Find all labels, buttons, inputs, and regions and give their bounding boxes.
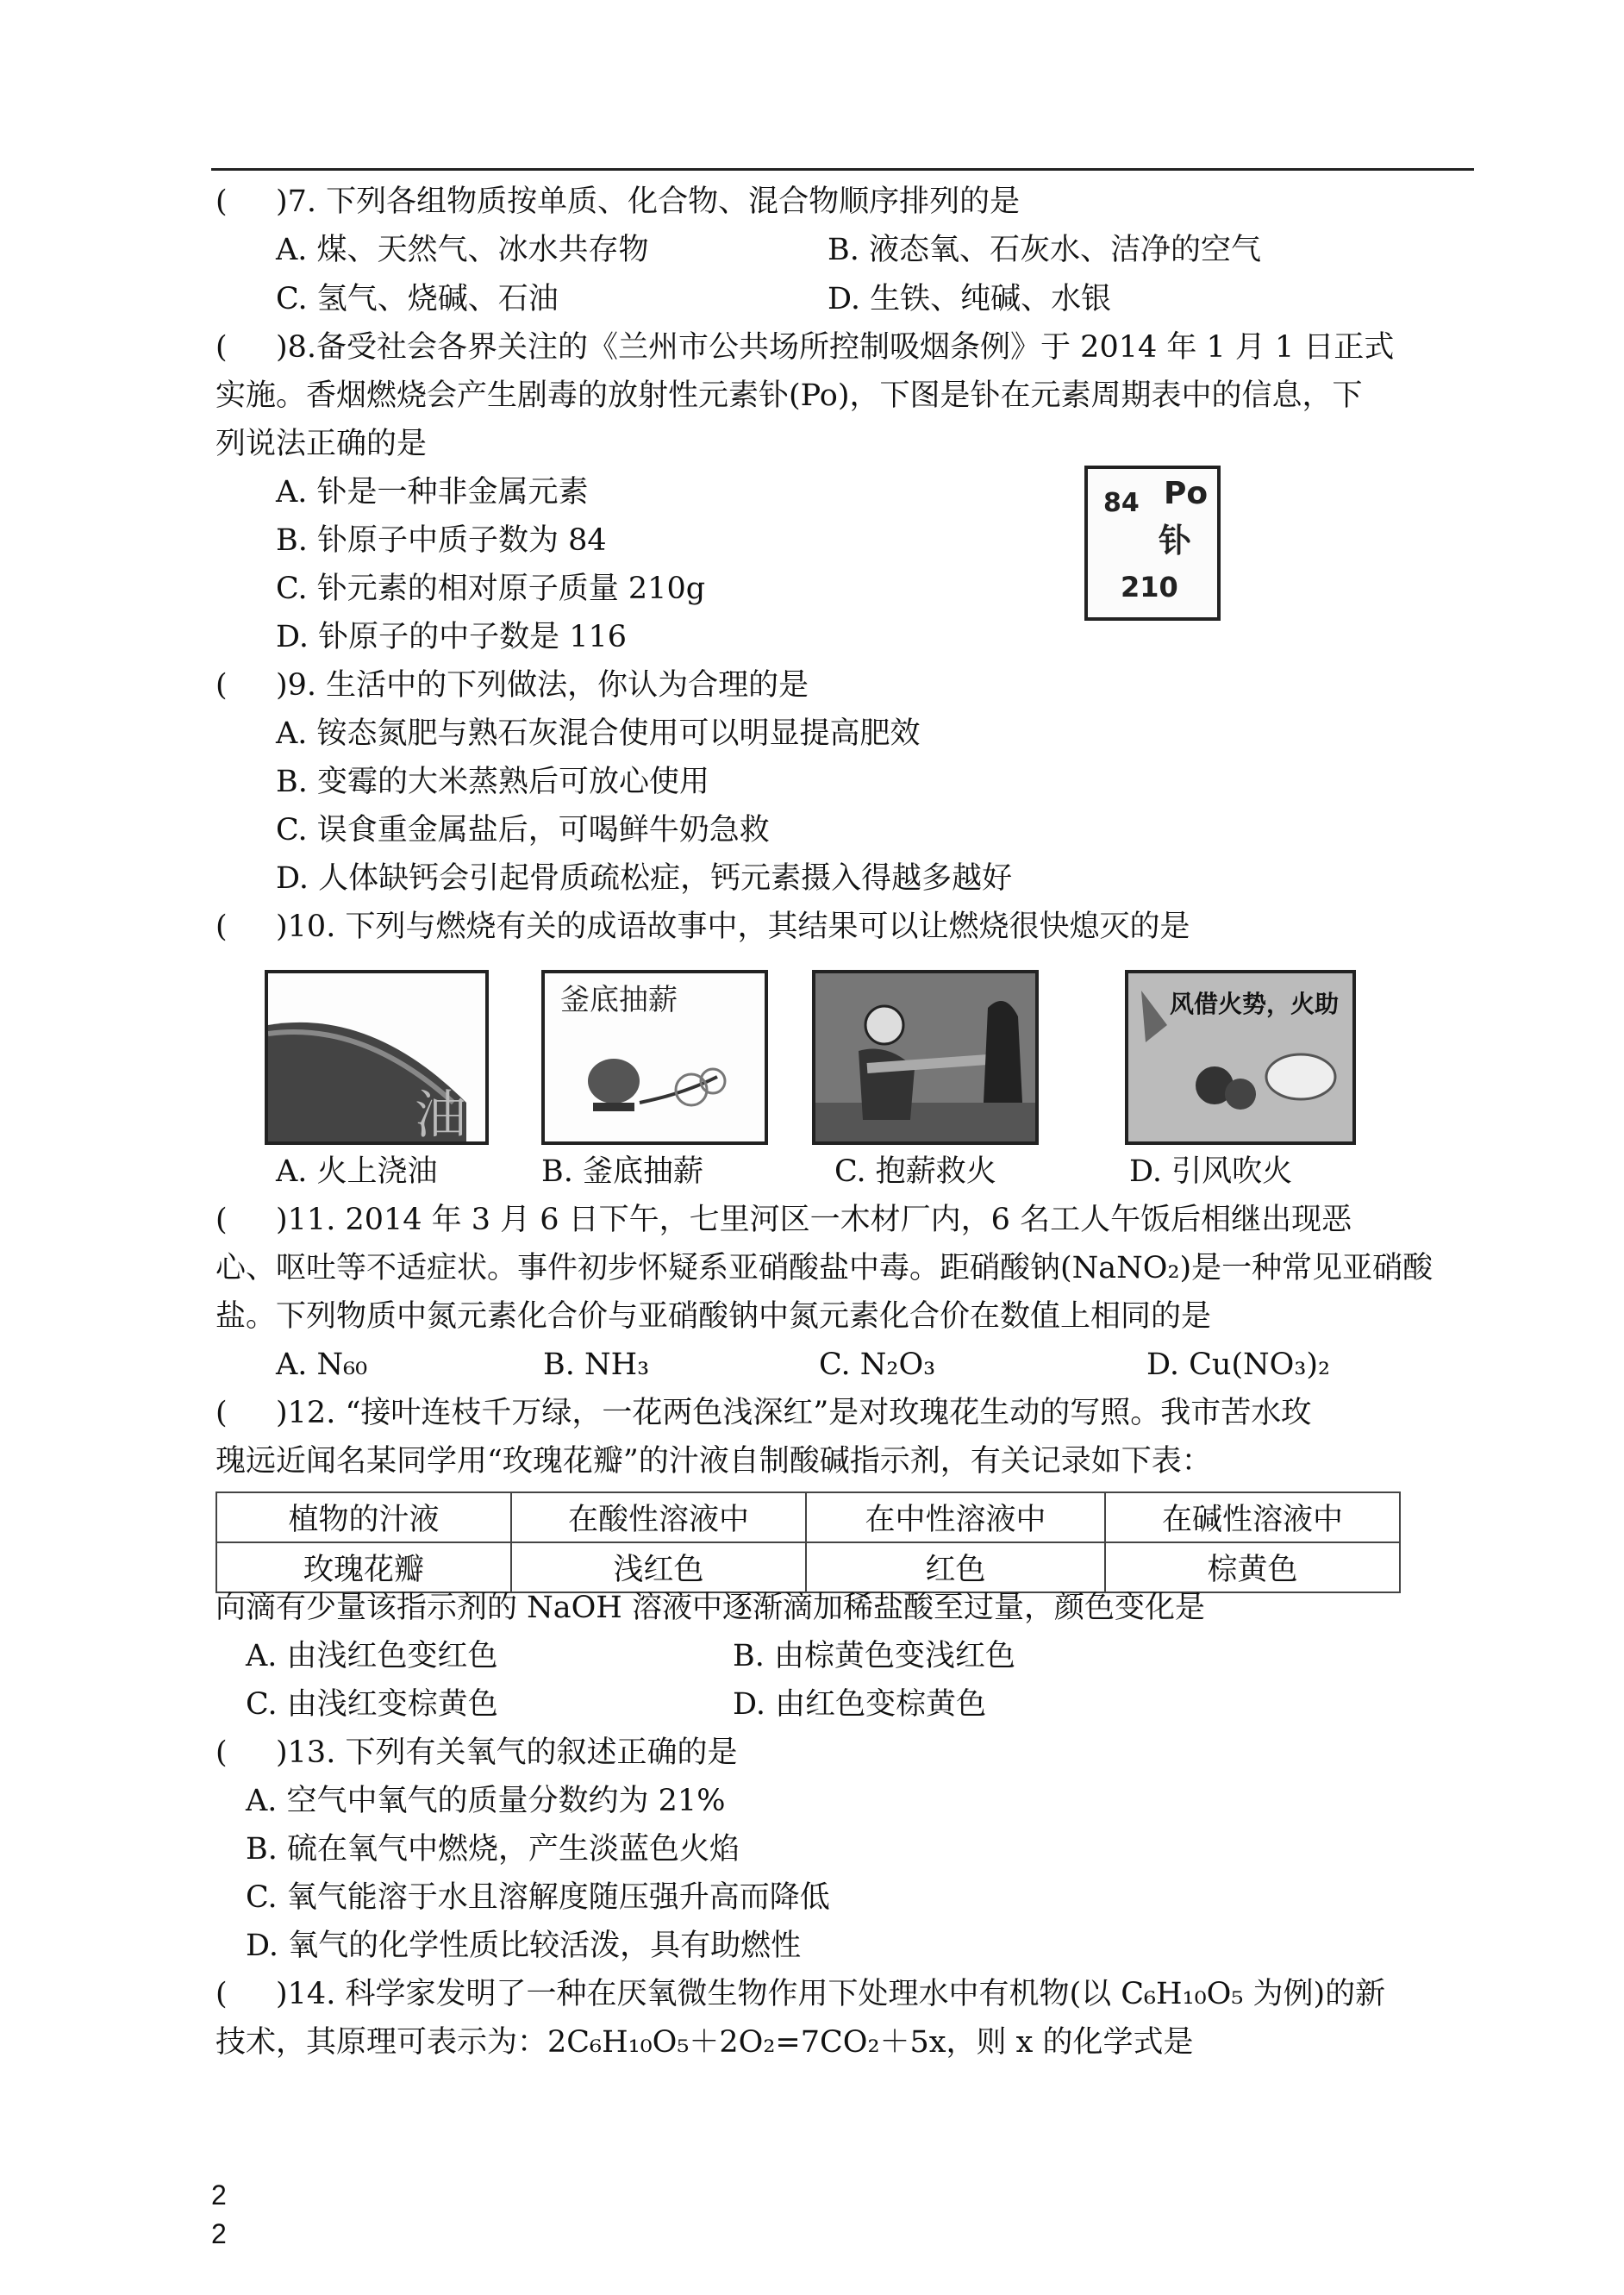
- table-header-row: [216, 1492, 1400, 1542]
- q7-option-a: A. 煤、天然气、冰水共存物: [276, 233, 649, 267]
- table-cell: 红色: [806, 1542, 1105, 1592]
- pic-fire-oil: [265, 970, 489, 1145]
- q13-option-c: C. 氧气能溶于水且溶解度随压强升高而降低: [246, 1880, 830, 1915]
- q8-stem-line2: 实施。香烟燃烧会产生剧毒的放射性元素钋(Po)，下图是钋在元素周期表中的信息，下: [215, 378, 1363, 413]
- table-header-cell: 在碱性溶液中: [1105, 1492, 1400, 1542]
- svg-text:油: 油: [415, 1085, 466, 1141]
- q7-option-d: D. 生铁、纯碱、水银: [828, 282, 1112, 316]
- wind-fire-illustration: [1128, 973, 1352, 1141]
- q12-option-c: C. 由浅红变棕黄色: [246, 1687, 498, 1722]
- element-name: 钋: [1159, 522, 1192, 560]
- q10-option-d: D. 引风吹火: [1129, 1154, 1293, 1189]
- table-header-cell: 在酸性溶液中: [511, 1492, 806, 1542]
- header-rule: [211, 168, 1474, 171]
- pic-b-caption: 釜底抽薪: [560, 983, 678, 1017]
- element-symbol: Po: [1164, 476, 1209, 511]
- q9-stem: ( )9. 生活中的下列做法，你认为合理的是: [215, 668, 809, 703]
- q11-option-b: B. NH₃: [543, 1348, 650, 1382]
- pic-d-caption: 风借火势，火助: [1170, 990, 1340, 1018]
- pic-wind-fire: [1125, 970, 1356, 1145]
- pic-firewood-to-fire: [812, 970, 1039, 1145]
- q13-option-b: B. 硫在氧气中燃烧，产生淡蓝色火焰: [246, 1832, 740, 1867]
- q8-option-b: B. 钋原子中质子数为 84: [276, 523, 607, 558]
- q8-stem: ( )8.备受社会各界关注的《兰州市公共场所控制吸烟条例》于 2014 年 1 月 1 日正式: [215, 330, 1395, 365]
- q11-option-d: D. Cu(NO₃)₂: [1146, 1348, 1331, 1382]
- atomic-mass: 210: [1121, 571, 1178, 603]
- q8-stem-line3: 列说法正确的是: [215, 427, 428, 461]
- pic-remove-firewood: [541, 970, 768, 1145]
- indicator-table: [215, 1491, 1401, 1593]
- q9-option-c: C. 误食重金属盐后，可喝鲜牛奶急救: [276, 813, 770, 847]
- man-carrying-firewood-illustration: [815, 973, 1035, 1141]
- q12-stem-line3: 向滴有少量该指示剂的 NaOH 溶液中逐渐滴加稀盐酸至过量，颜色变化是: [215, 1591, 1205, 1625]
- q7-option-c: C. 氢气、烧碱、石油: [276, 282, 559, 316]
- table-cell: 浅红色: [511, 1542, 806, 1592]
- q11-stem: ( )11. 2014 年 3 月 6 日下午，七里河区一木材厂内，6 名工人午饭后相继出现恶: [215, 1203, 1352, 1237]
- table-cell: 棕黄色: [1105, 1542, 1400, 1592]
- q8-option-d: D. 钋原子的中子数是 116: [276, 620, 627, 654]
- q12-option-a: A. 由浅红色变红色: [246, 1639, 498, 1673]
- q12-option-b: B. 由棕黄色变浅红色: [733, 1639, 1015, 1673]
- q11-option-c: C. N₂O₃: [819, 1348, 936, 1382]
- q14-stem: ( )14. 科学家发明了一种在厌氧微生物作用下处理水中有机物(以 C₆H₁₀O₅ 为例)的新: [215, 1977, 1386, 2011]
- q13-option-a: A. 空气中氧气的质量分数约为 21%: [246, 1784, 726, 1818]
- q9-option-d: D. 人体缺钙会引起骨质疏松症，钙元素摄入得越多越好: [276, 861, 1013, 896]
- q11-stem-line3: 盐。下列物质中氮元素化合价与亚硝酸钠中氮元素化合价在数值上相同的是: [215, 1299, 1212, 1334]
- q7-stem: ( )7. 下列各组物质按单质、化合物、混合物顺序排列的是: [215, 184, 1021, 219]
- oil-pot-illustration: [268, 973, 485, 1141]
- table-cell: 玫瑰花瓣: [216, 1542, 511, 1592]
- q7-option-b: B. 液态氧、石灰水、洁净的空气: [828, 233, 1261, 267]
- page-number: 2: [211, 2179, 227, 2211]
- q11-stem-line2: 心、呕吐等不适症状。事件初步怀疑系亚硝酸盐中毒。距硝酸钠(NaNO₂)是一种常见亚硝酸: [215, 1251, 1433, 1285]
- table-header-cell: 在中性溶液中: [806, 1492, 1105, 1542]
- q8-option-c: C. 钋元素的相对原子质量 210g: [276, 572, 706, 606]
- q10-option-c: C. 抱薪救火: [834, 1154, 996, 1189]
- page-number-repeat: 2: [211, 2218, 227, 2249]
- q10-option-b: B. 釜底抽薪: [541, 1154, 703, 1189]
- pot-firewood-illustration: [545, 973, 765, 1141]
- q14-stem-line2: 技术，其原理可表示为：2C₆H₁₀O₅＋2O₂=7CO₂＋5x，则 x 的化学式是: [215, 2025, 1194, 2060]
- table-row: [216, 1542, 1400, 1592]
- q9-option-a: A. 铵态氮肥与熟石灰混合使用可以明显提高肥效: [276, 716, 921, 751]
- q12-option-d: D. 由红色变棕黄色: [733, 1687, 987, 1722]
- q10-stem: ( )10. 下列与燃烧有关的成语故事中，其结果可以让燃烧很快熄灭的是: [215, 910, 1190, 944]
- q8-option-a: A. 钋是一种非金属元素: [276, 475, 589, 510]
- q12-stem-line2: 瑰远近闻名某同学用“玫瑰花瓣”的汁液自制酸碱指示剂，有关记录如下表：: [215, 1444, 1212, 1479]
- table-header-cell: 植物的汁液: [216, 1492, 511, 1542]
- atomic-number: 84: [1103, 488, 1140, 518]
- q12-stem: ( )12. “接叶连枝千万绿，一花两色浅深红”是对玫瑰花生动的写照。我市苦水玫: [215, 1396, 1312, 1430]
- q11-option-a: A. N₆₀: [276, 1348, 368, 1382]
- q13-option-d: D. 氧气的化学性质比较活泼，具有助燃性: [246, 1929, 802, 1963]
- q10-option-a: A. 火上浇油: [276, 1154, 438, 1189]
- q13-stem: ( )13. 下列有关氧气的叙述正确的是: [215, 1735, 738, 1770]
- polonium-element-card: [1084, 466, 1221, 621]
- q9-option-b: B. 变霉的大米蒸熟后可放心使用: [276, 765, 709, 799]
